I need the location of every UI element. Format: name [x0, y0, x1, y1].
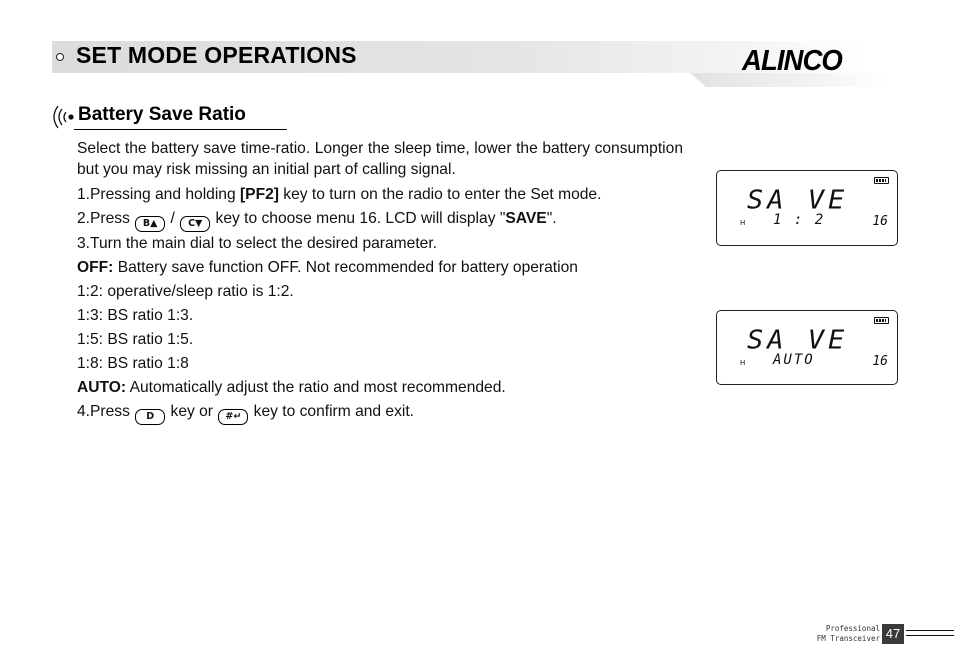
page-title: SET MODE OPERATIONS	[76, 42, 357, 68]
step-1: 1.Pressing and holding [PF2] key to turn on the radio to enter the Set mode.	[77, 186, 602, 203]
section-underline	[74, 129, 287, 130]
footer-caption: Professional FM Transceiver	[816, 624, 880, 643]
option-auto: AUTO: Automatically adjust the ratio and most recommended.	[77, 379, 506, 396]
option-1-3: 1:3: BS ratio 1:3.	[77, 307, 194, 324]
b-up-key-icon: B▲	[135, 216, 165, 232]
hash-enter-key-icon: #↵	[218, 409, 248, 425]
step-2: 2.Press B▲ / C▼ key to choose menu 16. LCD will display "SAVE".	[77, 207, 683, 232]
lcd-main-text: SA VE	[747, 325, 849, 356]
battery-icon	[874, 177, 889, 184]
lcd-param-text: AUTO	[773, 352, 815, 368]
intro-paragraph: Select the battery save time-ratio. Longer the sleep time, lower the battery consumption but you may risk missing an initial part of calling signal.	[77, 140, 683, 178]
option-1-8: 1:8: BS ratio 1:8	[77, 355, 189, 372]
body-text	[77, 138, 683, 425]
header-bullet-icon	[56, 53, 64, 61]
brand-logo: ALINCO	[742, 45, 842, 77]
option-off: OFF: Battery save function OFF. Not recommended for battery operation	[77, 259, 578, 276]
lcd-display-auto	[716, 310, 898, 385]
section-title: Battery Save Ratio	[78, 104, 246, 125]
lcd-param-text: 1 : 2	[773, 212, 826, 228]
lcd-power-indicator: H	[740, 219, 746, 227]
lcd-menu-number: 16	[872, 214, 888, 229]
save-word: SAVE	[505, 210, 547, 227]
lcd-power-indicator: H	[740, 359, 746, 367]
lcd-menu-number: 16	[872, 354, 888, 369]
page-number: 47	[882, 624, 904, 644]
radio-wave-icon	[48, 102, 78, 132]
option-1-5: 1:5: BS ratio 1:5.	[77, 331, 194, 348]
pf2-key-label: [PF2]	[239, 186, 279, 203]
step-4: 4.Press D key or #↵ key to confirm and exit.	[77, 400, 683, 425]
footer-rule	[906, 635, 954, 636]
footer-rule	[906, 630, 954, 631]
lcd-main-text: SA VE	[747, 185, 849, 216]
step-3: 3.Turn the main dial to select the desired parameter.	[77, 235, 438, 252]
option-1-2: 1:2: operative/sleep ratio is 1:2.	[77, 283, 294, 300]
battery-icon	[874, 317, 889, 324]
c-down-key-icon: C▼	[180, 216, 210, 232]
d-key-icon: D	[135, 409, 165, 425]
lcd-display-ratio	[716, 170, 898, 246]
